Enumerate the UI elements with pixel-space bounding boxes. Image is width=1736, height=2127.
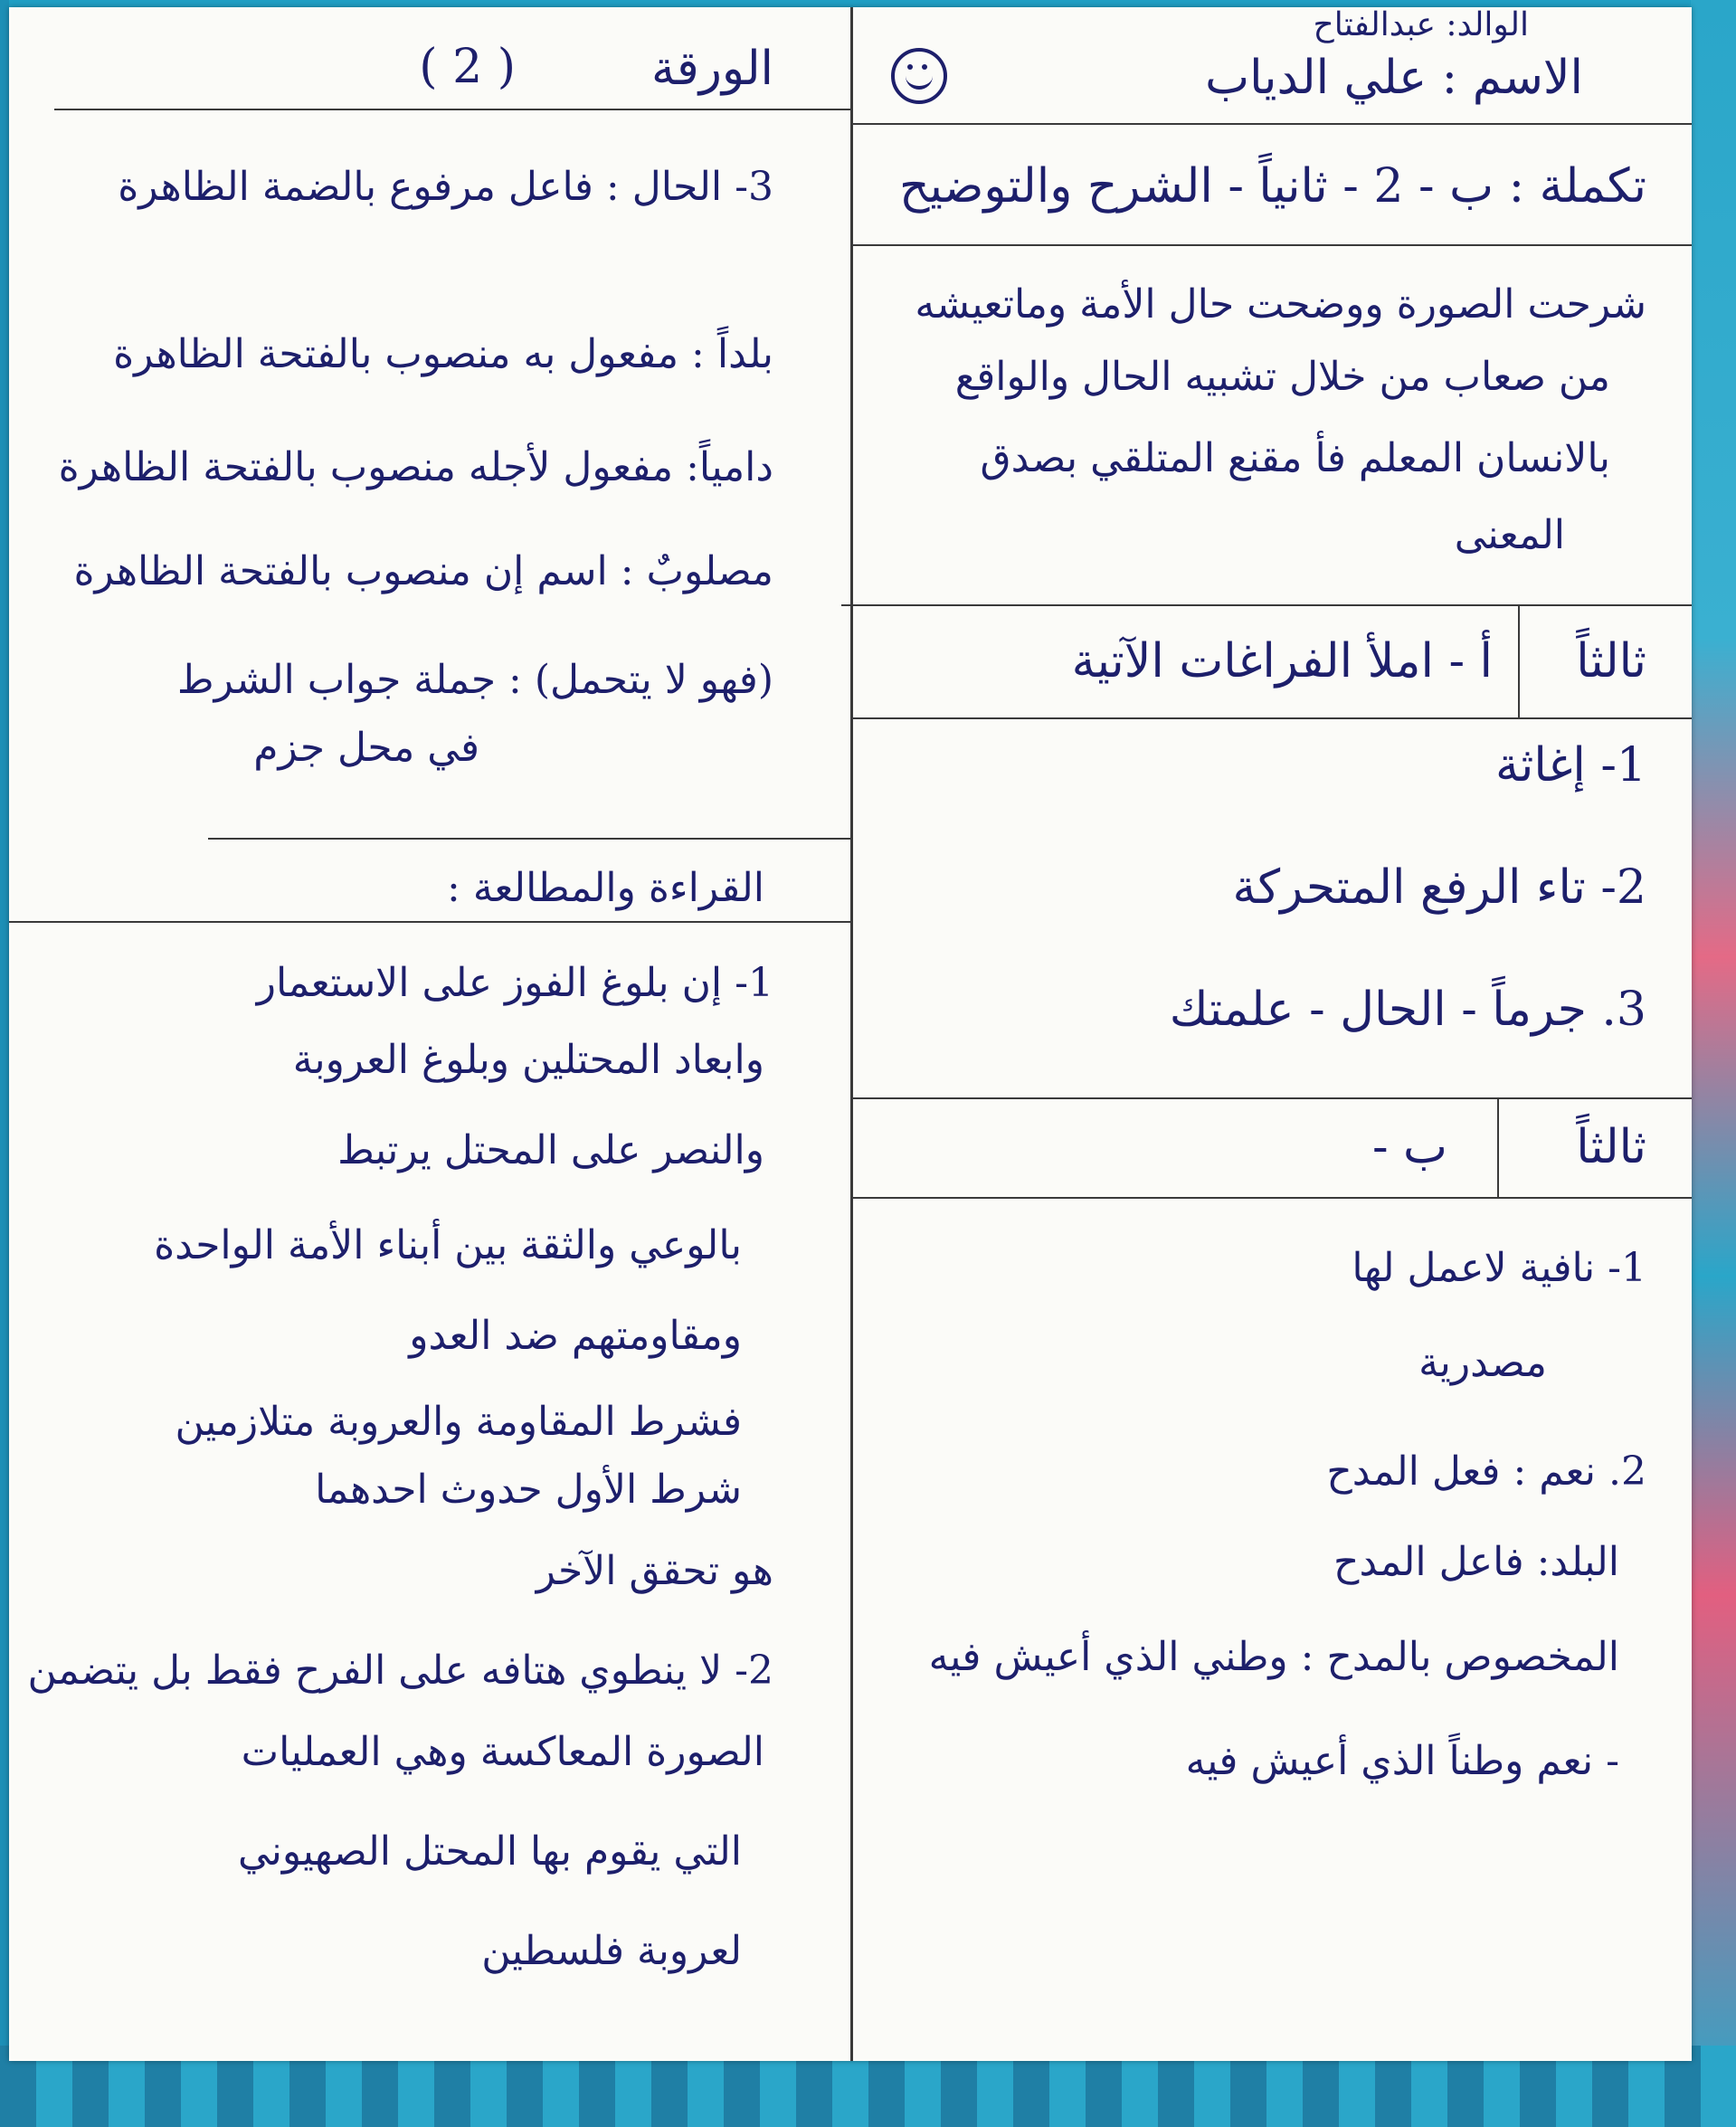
column-divider (850, 7, 853, 2061)
grammar-line-4: (فهو لا يتحمل) : جملة جواب الشرط (176, 657, 773, 703)
paper-label: الورقة (650, 42, 773, 96)
left-line-2 (9, 921, 850, 923)
answer-a-2: 2- تاء الرفع المتحركة (1232, 860, 1646, 915)
explanation-line-3: بالانسان المعلم فأ مقنع المتلقي بصدق (980, 435, 1610, 481)
reading-heading: القراءة والمطالعة : (447, 865, 764, 911)
answer-b-2: 2. نعم : فعل المدح (1326, 1448, 1646, 1495)
answer-a-1: 1- إغاثة (1494, 738, 1646, 793)
right-line-4 (850, 1097, 1692, 1099)
answer-a-3: 3. جرماً - الحال - علمتك (1169, 983, 1646, 1037)
smiley-icon (891, 48, 947, 104)
section-3b-label: ثالثاً (1576, 1120, 1646, 1174)
father-name: الوالد: عبدالفتاح (1313, 6, 1529, 43)
header-line-left (54, 109, 850, 110)
section-3-title: أ - املأ الفراغات الآتية (1071, 634, 1493, 688)
continuation-heading: تكملة : ب - 2 - ثانياً - الشرح والتوضيح (898, 159, 1646, 214)
worksheet-paper (9, 7, 1692, 2061)
reading-line-7: شرط الأول حدوث احدهما (315, 1467, 742, 1513)
answer-b-5: - نعم وطناً الذي أعيش فيه (1185, 1738, 1619, 1784)
explanation-line-2: من صعاب من خلال تشبيه الحال والواقع (954, 354, 1610, 400)
right-line-1 (850, 244, 1692, 246)
explanation-line-1: شرحت الصورة ووضحت حال الأمة وماتعيشه (915, 281, 1646, 328)
reading-line-9: 2- لا ينطوي هتافه على الفرح فقط بل يتضمن (27, 1647, 773, 1694)
reading-line-5: ومقاومتهم ضد العدو (409, 1313, 742, 1359)
grammar-line-1: بلداً : مفعول به منصوب بالفتحة الظاهرة (113, 331, 773, 377)
section-3-label: ثالثاً (1576, 634, 1646, 688)
reading-line-6: فشرط المقاومة والعروبة متلازمين (175, 1399, 742, 1445)
paper-number: ( 2 ) (419, 40, 516, 94)
section-3-divider (1518, 604, 1520, 717)
answer-b-4: المخصوص بالمدح : وطني الذي أعيش فيه (928, 1634, 1619, 1680)
item-3: 3- الحال : فاعل مرفوع بالضمة الظاهرة (118, 164, 773, 210)
reading-line-3: والنصر على المحتل يرتبط (337, 1127, 764, 1173)
grammar-line-3: مصلوبٌ : اسم إن منصوب بالفتحة الظاهرة (73, 548, 773, 594)
right-line-5 (850, 1197, 1692, 1199)
student-name: الاسم : علي الدياب (1205, 51, 1583, 105)
explanation-line-4: المعنى (1454, 512, 1565, 558)
right-line-2 (841, 604, 1692, 606)
grammar-line-5: في محل جزم (253, 725, 479, 771)
grammar-line-2: دامياً: مفعول لأجله منصوب بالفتحة الظاهرة (58, 444, 773, 490)
answer-b-1: 1- نافية لاعمل لها (1352, 1245, 1646, 1291)
reading-line-4: بالوعي والثقة بين أبناء الأمة الواحدة (154, 1222, 742, 1268)
left-line-1 (208, 838, 850, 840)
answer-b-3: البلد: فاعل المدح (1333, 1539, 1619, 1585)
section-3b-title: ب - (1371, 1120, 1447, 1174)
reading-line-11: التي يقوم بها المحتل الصهيوني (237, 1828, 742, 1875)
right-line-3 (850, 717, 1692, 719)
reading-line-10: الصورة المعاكسة وهي العمليات (241, 1729, 764, 1775)
reading-line-12: لعروبة فلسطين (481, 1928, 742, 1974)
header-line-right (850, 123, 1692, 125)
section-3b-divider (1497, 1097, 1499, 1197)
reading-line-1: 1- إن بلوغ الفوز على الاستعمار (256, 960, 773, 1006)
background-left (0, 0, 9, 2127)
answer-b-1b: مصدرية (1418, 1340, 1547, 1386)
background-right (1691, 0, 1736, 2127)
reading-line-2: وابعاد المحتلين وبلوغ العروبة (292, 1037, 764, 1083)
reading-line-8: هو تحقق الآخر (536, 1548, 773, 1594)
